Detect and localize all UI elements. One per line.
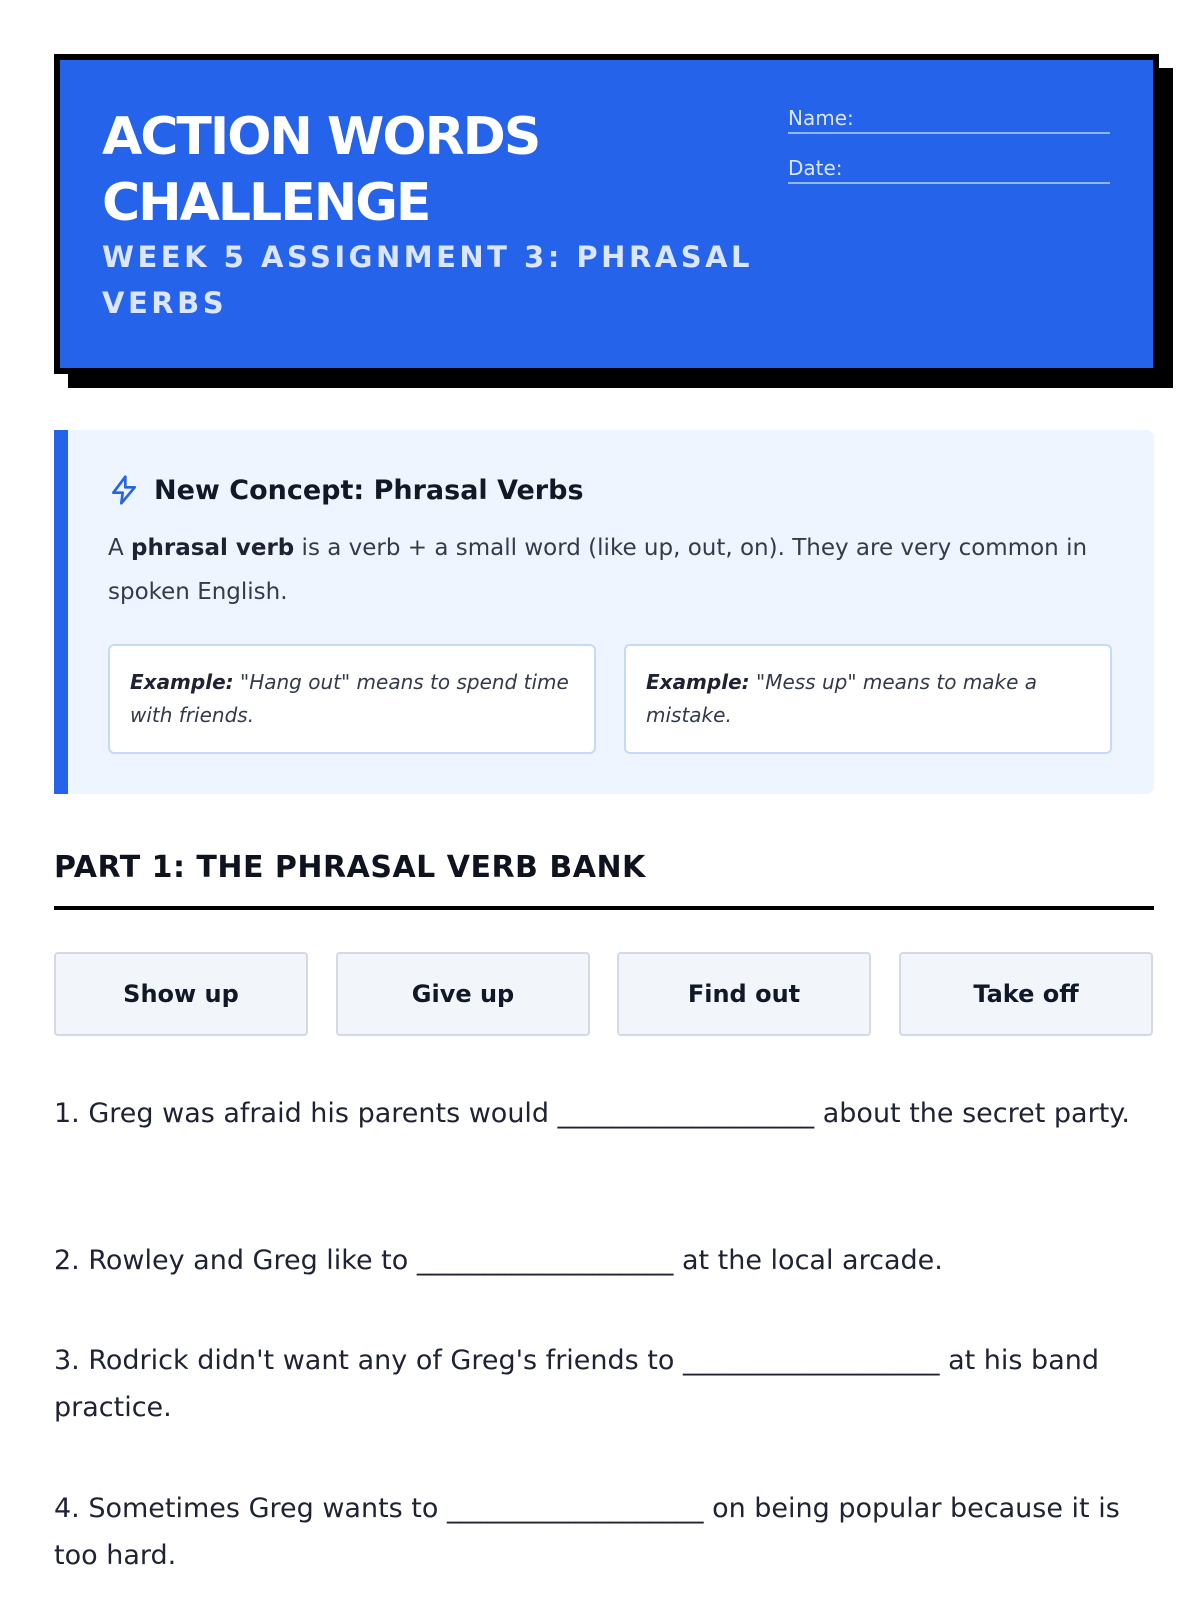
- concept-description: [108, 526, 1118, 614]
- concept-heading: [108, 474, 584, 506]
- example-text: "Hang out" means to spend time with friends.: [130, 670, 569, 727]
- question-2: 2. Rowley and Greg like to ___________________ at the local arcade.: [54, 1245, 943, 1276]
- example-card: [624, 644, 1112, 754]
- concept-text-suffix: is a verb + a small word (like up, out, on). They are very common in spoken English.: [108, 535, 1088, 605]
- concept-text-prefix: A: [108, 535, 132, 561]
- question-1: 1. Greg was afraid his parents would ___________________ about the secret party.: [54, 1098, 1131, 1129]
- date-label: Date:: [788, 156, 843, 180]
- worksheet-header: [54, 54, 1159, 374]
- question-3: 3. Rodrick didn't want any of Greg's friends to ___________________ at his band practice.: [54, 1345, 1099, 1423]
- concept-term: phrasal verb: [131, 535, 295, 561]
- verb-bank-item[interactable]: Show up: [54, 952, 308, 1036]
- concept-box: [54, 430, 1154, 794]
- verb-bank-item[interactable]: Give up: [336, 952, 590, 1036]
- concept-title: New Concept: Phrasal Verbs: [154, 474, 584, 506]
- lightning-bolt-icon: [108, 474, 140, 506]
- name-field[interactable]: [788, 104, 1110, 134]
- worksheet-subtitle: WEEK 5 ASSIGNMENT 3: PHRASAL VERBS: [102, 240, 754, 320]
- example-text: "Mess up" means to make a mistake.: [646, 670, 1038, 727]
- section-divider: [54, 906, 1154, 910]
- verb-bank-item[interactable]: Find out: [617, 952, 871, 1036]
- example-card: [108, 644, 596, 754]
- example-label: Example:: [646, 670, 750, 694]
- name-label: Name:: [788, 106, 854, 130]
- worksheet-title: ACTION WORDS CHALLENGE: [102, 107, 540, 233]
- verb-bank-item[interactable]: Take off: [899, 952, 1153, 1036]
- example-label: Example:: [130, 670, 234, 694]
- question-4: 4. Sometimes Greg wants to ___________________ on being popular because it is too hard.: [54, 1493, 1120, 1571]
- phrasal-verb-bank: [54, 952, 1154, 1036]
- date-field[interactable]: [788, 154, 1110, 184]
- part-1-heading: PART 1: THE PHRASAL VERB BANK: [54, 850, 646, 885]
